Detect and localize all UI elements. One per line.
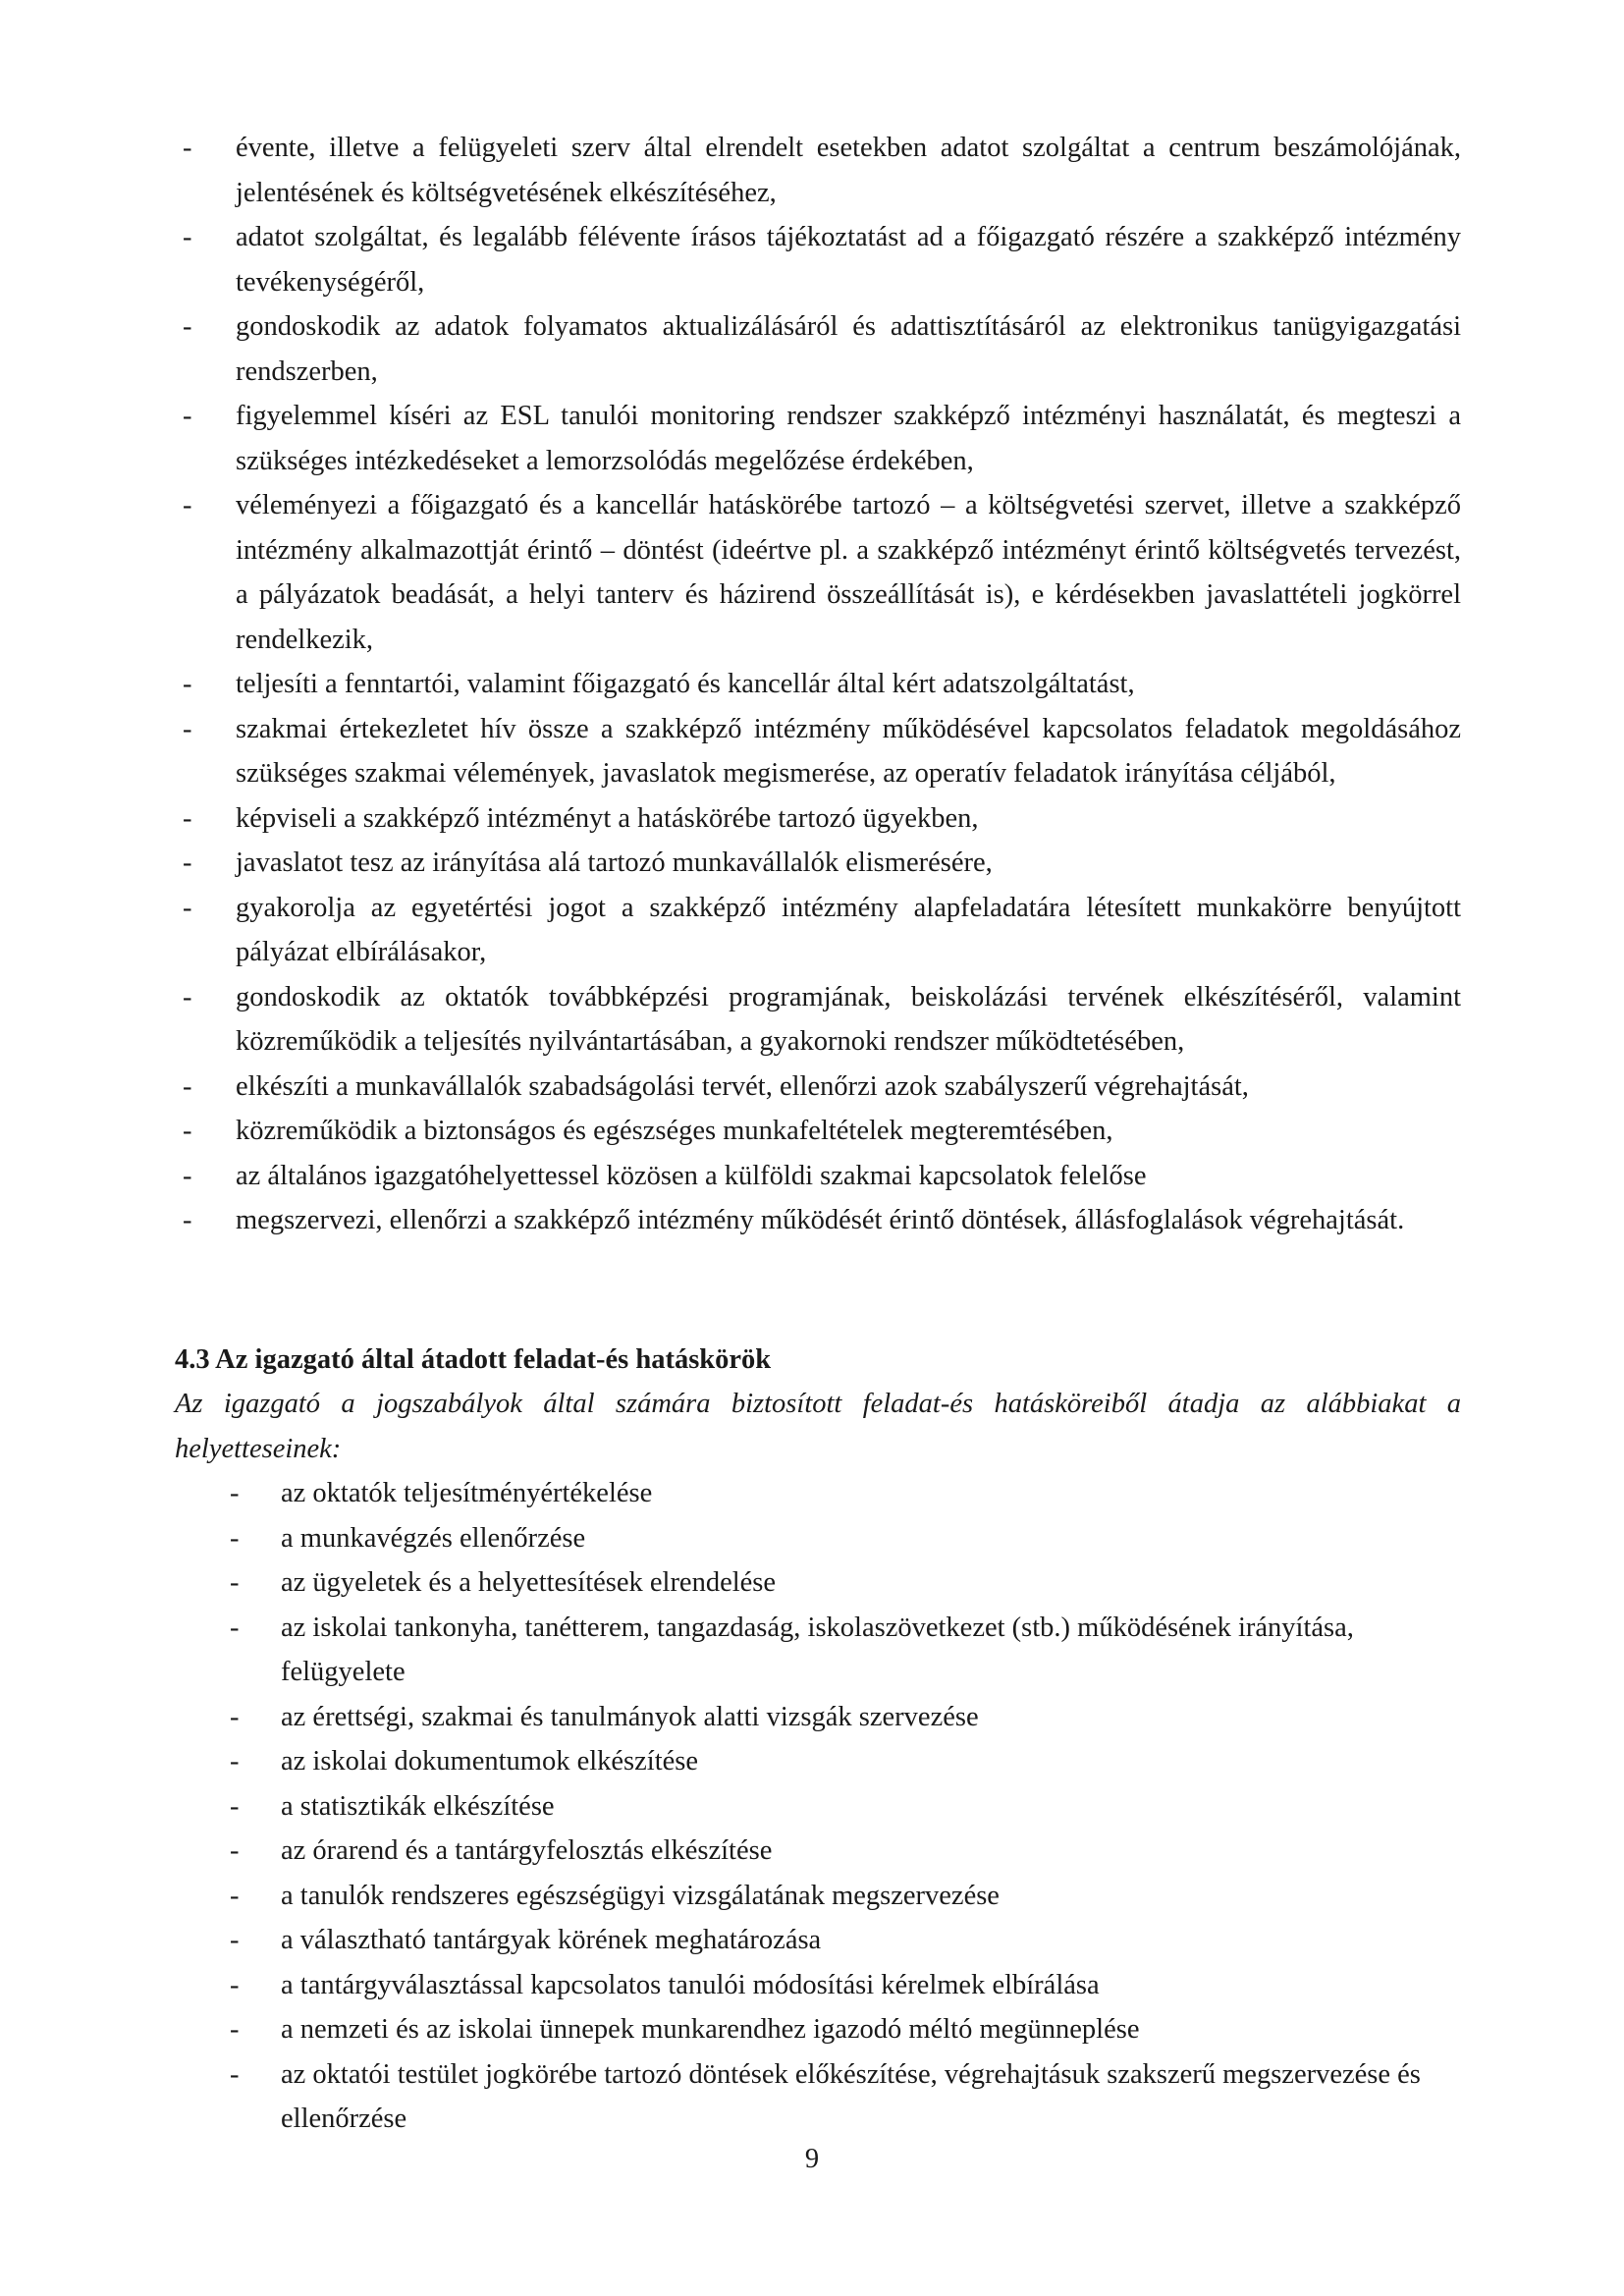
page-content [175, 126, 1461, 2142]
list-item [175, 215, 1461, 304]
list-item-text: - az érettségi, szakmai és tanulmányok alatti vizsgák szervezése [281, 1701, 979, 1732]
list-item [175, 1829, 1461, 1874]
list-item [175, 126, 1461, 215]
list-item [175, 1198, 1461, 1243]
list-item [175, 1154, 1461, 1199]
section-intro-paragraph: Az igazgató a jogszabályok által számára biztosított feladat-és hatásköreiből átadja az alábbiakat a helyetteseinek: [175, 1389, 1461, 1464]
list-item-text: - gondoskodik az oktatók továbbképzési programjának, beiskolázási tervének elkészítéséről, valamint közreműködik a teljesítés nyilvántartásában, a gyakornoki rendszer működtetésében, [236, 981, 1461, 1057]
list-item-text: - adatot szolgáltat, és legalább félévente írásos tájékoztatást ad a főigazgató részére a szakképző intézmény tevékenységéről, [236, 222, 1461, 298]
list-item-text: - figyelemmel kíséri az ESL tanulói monitoring rendszer szakképző intézményi használatát, és megteszi a szükséges intézkedéseket a lemorzsolódás megelőzése érdekében, [236, 401, 1461, 476]
list-item-text: - az oktatói testület jogkörébe tartozó döntések előkészítése, végrehajtásuk szakszerű megszervezése és ellenőrzése [281, 2058, 1421, 2134]
page-number: 9 [804, 2144, 820, 2174]
list-item-text: - a statisztikák elkészítése [281, 1790, 555, 1822]
list-item [175, 2052, 1461, 2142]
list-item [175, 1516, 1461, 1561]
list-item-text: - elkészíti a munkavállalók szabadságolási tervét, ellenőrzi azok szabályszerű végrehajtását, [236, 1070, 1249, 1102]
section-heading-4-3: 4.3 Az igazgató által átadott feladat-és hatáskörök [175, 1343, 772, 1375]
list-item-text: - az órarend és a tantárgyfelosztás elkészítése [281, 1835, 773, 1866]
list-item-text: - az iskolai dokumentumok elkészítése [281, 1746, 699, 1777]
list-item [175, 841, 1461, 886]
list-item [175, 304, 1461, 394]
list-item-text: - a tanulók rendszeres egészségügyi vizsgálatának megszervezése [281, 1880, 1000, 1911]
list-item-text: - évente, illetve a felügyeleti szerv által elrendelt esetekben adatot szolgáltat a centrum beszámolójának, jelentésének és költségvetésének elkészítéséhez, [236, 133, 1461, 208]
list-item [175, 1471, 1461, 1516]
list-item [175, 1963, 1461, 2008]
list-item-text: - szakmai értekezletet hív össze a szakképző intézmény működésével kapcsolatos feladatok megoldásához szükséges szakmai vélemények, javaslatok megismerése, az operatív feladatok irányítása céljából, [236, 713, 1461, 789]
list-item-text: - gyakorolja az egyetértési jogot a szakképző intézmény alapfeladatára létesített munkakörre benyújtott pályázat elbírálásakor, [236, 892, 1461, 967]
list-item [175, 1109, 1461, 1154]
section-spacer [175, 1243, 1461, 1338]
list-item [175, 1560, 1461, 1606]
list-item-text: - az oktatók teljesítményértékelése [281, 1478, 653, 1508]
list-item-text: - véleményezi a főigazgató és a kancellár hatáskörébe tartozó – a költségvetési szervet, illetve a szakképző intézmény alkalmazottját érintő – döntést (ideértve pl. a szakképző intézményt érintő költségvetés tervezést, a pályázatok beadását, a helyi tanterv és házirend összeállítását is), e kérdésekben javaslattételi jogkörrel rendelkezik, [236, 490, 1461, 655]
list-item [175, 1918, 1461, 1963]
list-item-text: - megszervezi, ellenőrzi a szakképző intézmény működését érintő döntések, állásfoglalások végrehajtását. [236, 1205, 1405, 1235]
duties-bullet-list [175, 126, 1461, 1243]
delegated-duties-bullet-list [175, 1471, 1461, 2142]
list-item [175, 1739, 1461, 1784]
list-item-text: - közreműködik a biztonságos és egészséges munkafeltételek megteremtésében, [236, 1116, 1113, 1146]
list-item-text: - az iskolai tankonyha, tanétterem, tangazdaság, iskolaszövetkezet (stb.) működésének irányítása, felügyelete [281, 1612, 1354, 1687]
list-item-text: - az ügyeletek és a helyettesítések elrendelése [281, 1567, 777, 1598]
list-item [175, 707, 1461, 796]
list-item [175, 394, 1461, 483]
list-item [175, 975, 1461, 1065]
list-item [175, 796, 1461, 842]
list-item-text: - gondoskodik az adatok folyamatos aktualizálásáról és adattisztításáról az elektronikus tanügyigazgatási rendszerben, [236, 311, 1461, 387]
list-item [175, 662, 1461, 707]
list-item [175, 2007, 1461, 2052]
list-item-text: - a munkavégzés ellenőrzése [281, 1522, 586, 1554]
list-item-text: - javaslatot tesz az irányítása alá tartozó munkavállalók elismerésére, [236, 847, 993, 878]
list-item-text: - a tantárgyválasztással kapcsolatos tanulói módosítási kérelmek elbírálása [281, 1969, 1100, 2000]
list-item [175, 1874, 1461, 1919]
list-item-text: - képviseli a szakképző intézményt a hatáskörébe tartozó ügyekben, [236, 802, 979, 834]
list-item [175, 1784, 1461, 1830]
list-item-text: - a nemzeti és az iskolai ünnepek munkarendhez igazodó méltó megünneplése [281, 2014, 1140, 2045]
list-item [175, 886, 1461, 975]
list-item-text: - teljesíti a fenntartói, valamint főigazgató és kancellár által kért adatszolgáltatást, [236, 669, 1135, 699]
list-item-text: - az általános igazgatóhelyettessel közösen a külföldi szakmai kapcsolatok felelőse [236, 1160, 1147, 1191]
list-item [175, 1695, 1461, 1740]
list-item [175, 483, 1461, 662]
list-item [175, 1065, 1461, 1110]
list-item-text: - a választható tantárgyak körének meghatározása [281, 1925, 822, 1955]
list-item [175, 1606, 1461, 1695]
